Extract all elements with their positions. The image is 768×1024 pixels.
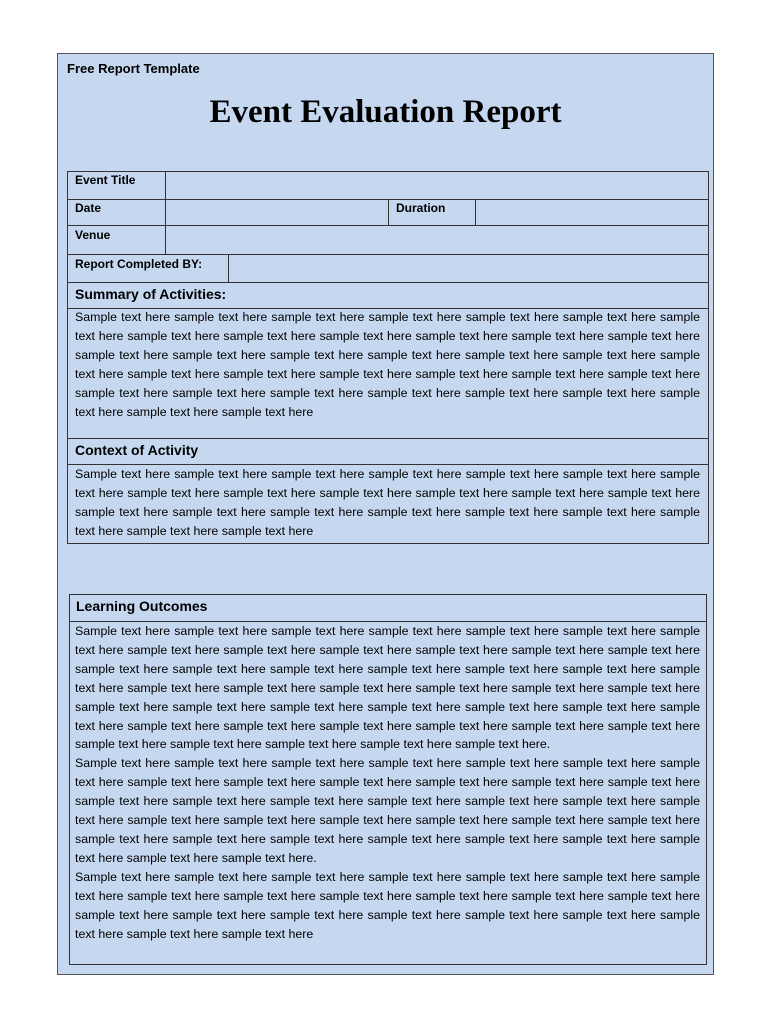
learning-paragraph: Sample text here sample text here sample text here sample text here sample text here sample text here sample text here sample text here sample text here sample text here sample text here sample text here sample text here sample text here sample text here sample text here sample text here sample text here sample text here sample text here sample text here sample text here xyxy=(75,869,700,941)
date-field[interactable] xyxy=(165,199,389,226)
learning-text-block xyxy=(75,622,700,943)
learning-paragraph: Sample text here sample text here sample text here sample text here sample text here sample text here sample text here sample text here sample text here sample text here sample text here sample text here sample text here sample text here sample text here sample text here sample text here sample text here sample text here sample text here sample text here sample text here sample text here sample text here sample text here sample text here sample text here sample text here sample text here sample text here sample text here sample text here sample text here sample text here sample text here sample text here sample text here sample text here sample text here sample text here sample text here sample text here sample text here sample text here. xyxy=(75,624,700,752)
duration-label: Duration xyxy=(396,201,446,215)
summary-text: Sample text here sample text here sample text here sample text here sample text here sample text here sample text here sample text here sample text here sample text here sample text here sample text here sample text here sample text here sample text here sample text here sample text here sample text here sample text here sample text here sample text here sample text here sample text here sample text here sample text here sample text here sample text here sample text here sample text here sample text here sample text here sample text here sample text here sample text here sample text here xyxy=(75,310,700,419)
venue-label: Venue xyxy=(75,228,111,242)
venue-field[interactable] xyxy=(165,225,709,255)
date-label: Date xyxy=(75,201,102,215)
report-completed-field[interactable] xyxy=(228,254,709,283)
template-label: Free Report Template xyxy=(67,61,200,76)
report-sheet xyxy=(57,53,714,975)
duration-field[interactable] xyxy=(475,199,709,226)
learning-heading: Learning Outcomes xyxy=(76,598,208,614)
report-completed-label: Report Completed BY: xyxy=(75,257,203,271)
event-title-field[interactable] xyxy=(165,171,709,200)
page-title: Event Evaluation Report xyxy=(209,94,562,130)
event-title-label: Event Title xyxy=(75,173,136,187)
learning-paragraph: Sample text here sample text here sample text here sample text here sample text here sample text here sample text here sample text here sample text here sample text here sample text here sample text here sample text here sample text here sample text here sample text here sample text here sample text here sample text here sample text here sample text here sample text here sample text here sample text here sample text here sample text here sample text here sample text here sample text here sample text here sample text here sample text here sample text here sample text here sample text here. xyxy=(75,756,700,865)
context-text: Sample text here sample text here sample text here sample text here sample text here sample text here sample text here sample text here sample text here sample text here sample text here sample text here sample text here sample text here sample text here sample text here sample text here sample text here sample text here sample text here sample text here sample text here xyxy=(75,467,700,538)
context-heading: Context of Activity xyxy=(75,442,199,458)
summary-heading: Summary of Activities: xyxy=(75,286,227,302)
